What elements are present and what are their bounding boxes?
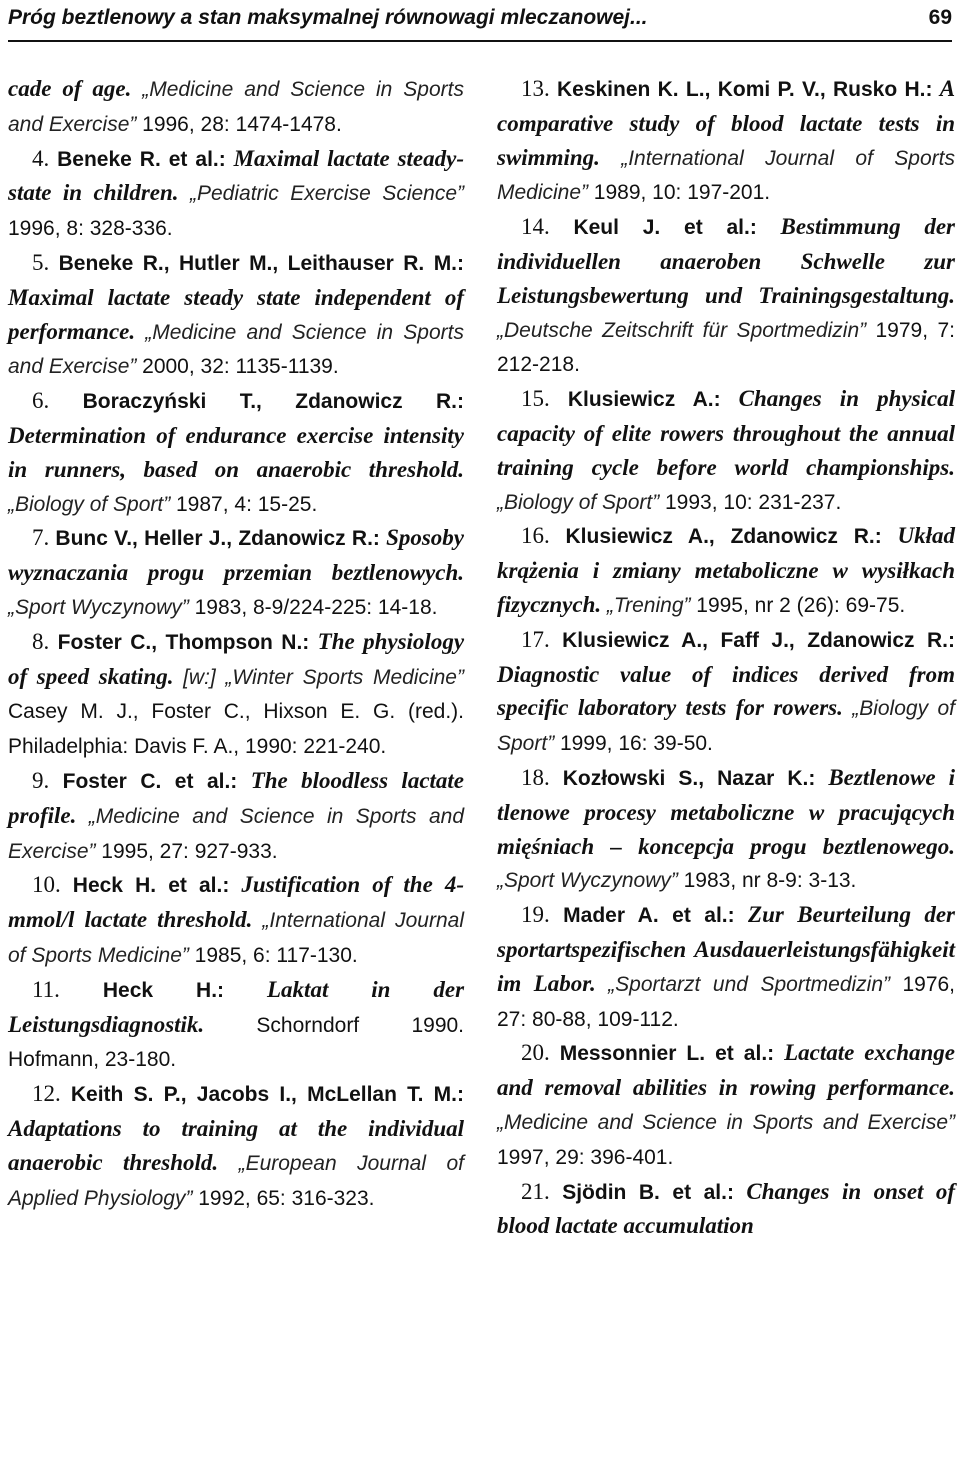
running-header [8,2,952,42]
reference-entry [8,764,464,868]
reference-entry [8,521,464,624]
page-number: 69 [928,6,952,29]
reference-authors: Heck H. et al.: [72,874,230,898]
reference-source: „International Journal of Sports Medicine” [497,146,955,205]
reference-entry [497,761,955,898]
reference-source: „Sportarzt und Sportmedizin” [608,972,891,996]
reference-source: „Biology of Sport” [8,492,171,516]
reference-number: 6. [32,388,50,414]
reference-number: 8. [32,628,50,654]
reference-source: „Sport Wyczynowy” [497,869,678,893]
reference-title: Changes in onset of blood lactate accumulation [497,1178,956,1239]
reference-publication: 1995, 27: 927-933. [101,839,278,863]
reference-number: 21. [521,1178,550,1204]
reference-entry [8,625,464,764]
reference-source: „Trening” [606,593,691,617]
reference-entry [497,898,955,1036]
reference-number: 19. [521,902,550,928]
reference-publication: 2000, 32: 1135-1139. [142,355,339,379]
reference-publication: 1996, 8: 328-336. [8,217,173,241]
reference-publication: 1987, 4: 15-25. [176,492,318,516]
reference-publication: 1993, 10: 231-237. [665,490,842,514]
reference-title: Bestimmung der individuellen anaeroben Schwelle zur Leistungsbewertung und Trainingsgestaltung. [497,214,956,308]
reference-number: 5. [32,249,50,275]
reference-source: „Pediatric Exercise Science” [190,182,465,206]
reference-authors: Keul J. et al.: [573,216,757,240]
reference-title: Laktat in der Leistungsdiagnostik. [8,976,465,1037]
reference-source: „Medicine and Science in Sports and Exercise” [497,1110,955,1134]
reference-source: „Sport Wyczynowy” [8,595,189,619]
reference-number: 17. [521,626,550,652]
reference-publication: 1985, 6: 117-130. [194,943,358,967]
reference-authors: Keith S. P., Jacobs I., McLellan T. M.: [70,1083,464,1107]
reference-number: 11. [32,976,60,1002]
reference-publication: 1997, 29: 396-401. [497,1145,674,1169]
reference-number: 9. [32,767,50,793]
reference-authors: Bunc V., Heller J., Zdanowicz R.: [55,527,380,551]
reference-publication: 1979, 7: 212-218. [497,318,955,377]
reference-authors: Foster C. et al.: [62,769,238,793]
reference-source: „Deutsche Zeitschrift für Sportmedizin” [497,318,867,342]
reference-entry [497,519,955,622]
reference-authors: Messonnier L. et al.: [559,1042,775,1066]
reference-source: „International Journal of Sports Medicine” [8,909,464,967]
reference-source: „Medicine and Science in Sports and Exercise” [8,320,464,379]
reference-publication: 1992, 65: 316-323. [198,1186,375,1210]
reference-entry [8,384,464,521]
reference-entry [497,210,955,382]
reference-number: 20. [521,1040,550,1066]
reference-number: 18. [521,764,550,790]
reference-number: 14. [521,214,550,240]
reference-publication: 1995, nr 2 (26): 69-75. [696,593,906,617]
reference-title: Układ krążenia i zmiany metaboliczne w wysiłkach fizycznych. [497,523,955,617]
reference-title: Lactate exchange and removal abilities in rowing performance. [497,1040,956,1101]
reference-entry [8,246,464,384]
reference-entry [497,382,955,519]
reference-title: Adaptations to training at the individual anaerobic threshold. [8,1115,464,1175]
reference-authors: Klusiewicz A.: [567,388,721,412]
reference-source: „Biology of Sport” [497,490,660,514]
reference-publication: Schorndorf 1990. Hofmann, 23-180. [8,1013,465,1072]
reference-authors: Foster C., Thompson N.: [57,630,310,654]
reference-publication: 1983, 8-9/224-225: 14-18. [194,595,438,619]
reference-number: 13. [521,76,550,101]
reference-source: „European Journal of Applied Physiology” [8,1151,464,1210]
reference-number: 4. [32,145,50,171]
reference-authors: Klusiewicz A., Zdanowicz R.: [565,525,882,549]
reference-title: Justification of the 4-mmol/l lactate threshold. [8,872,464,933]
reference-title: The bloodless lactate profile. [8,767,465,828]
reference-publication: 1989, 10: 197-201. [593,181,771,205]
reference-entry [497,1175,955,1244]
reference-authors: Beneke R., Hutler M., Leithauser R. M.: [58,251,465,275]
reference-source: „Medicine and Science in Sports and Exercise” [8,804,465,863]
reference-entry [497,623,955,761]
reference-number: 12. [32,1081,61,1107]
reference-title: The physiology of speed skating. [8,628,465,689]
reference-title: Sposoby wyznaczania progu przemian beztlenowych. [8,525,465,586]
reference-authors: Beneke R. et al.: [57,147,226,171]
reference-publication: 1983, nr 8-9: 3-13. [683,869,857,893]
reference-authors: Heck H.: [102,978,225,1002]
reference-title: Determination of endurance exercise intensity in runners, based on anaerobic threshold. [8,422,464,482]
reference-entry [8,868,464,972]
reference-source: „Medicine and Science in Sports and Exercise” [8,78,464,136]
reference-title: Beztlenowe i tlenowe procesy metaboliczne w pracujących mięśniach – koncepcja progu beztlenowego. [497,764,955,859]
reference-title: Zur Beurteilung der sportartspezifischen Ausdauerleistungsfähigkeit im Labor. [497,902,956,996]
reference-title: cade of age. [8,76,132,101]
reference-number: 7. [32,525,50,551]
reference-entry [497,1036,955,1174]
reference-source: [w:] „Winter Sports Medicine” [183,665,464,689]
reference-authors: Mader A. et al.: [563,904,735,928]
reference-number: 15. [521,386,550,412]
reference-entry [8,142,464,246]
reference-publication: 1999, 16: 39-50. [559,732,713,756]
reference-authors: Kozłowski S., Nazar K.: [562,766,816,790]
running-title: Próg beztlenowy a stan maksymalnej równowagi mleczanowej... [8,6,648,29]
reference-title: Maximal lactate steady-state in children. [8,145,464,206]
reference-authors: Boraczyński T., Zdanowicz R.: [82,390,465,414]
reference-title: Maximal lactate steady state independent of performance. [8,284,464,344]
reference-column-right [497,72,955,1243]
reference-entry [8,973,464,1077]
reference-publication: 1976, 27: 80-88, 109-112. [497,972,956,1031]
reference-entry [8,1077,464,1215]
reference-entry [497,72,955,210]
reference-publication: 1996, 28: 1474-1478. [142,112,342,136]
reference-title: Diagnostic value of indices derived from specific laboratory tests for rowers. [497,661,955,721]
reference-authors: Sjödin B. et al.: [562,1180,734,1204]
reference-publication: Casey M. J., Foster C., Hixson E. G. (red.). Philadelphia: Davis F. A., 1990: 221-240. [8,700,464,759]
reference-column-left [8,72,464,1215]
reference-number: 16. [521,523,550,549]
reference-source: „Biology of Sport” [497,697,955,756]
reference-entry [8,72,464,142]
reference-title: A comparative study of blood lactate tests in swimming. [497,76,956,170]
reference-number: 10. [32,872,61,898]
reference-title: Changes in physical capacity of elite rowers throughout the annual training cycle before world championships. [497,386,956,480]
reference-authors: Keskinen K. L., Komi P. V., Rusko H.: [556,78,933,101]
reference-authors: Klusiewicz A., Faff J., Zdanowicz R.: [562,628,955,652]
